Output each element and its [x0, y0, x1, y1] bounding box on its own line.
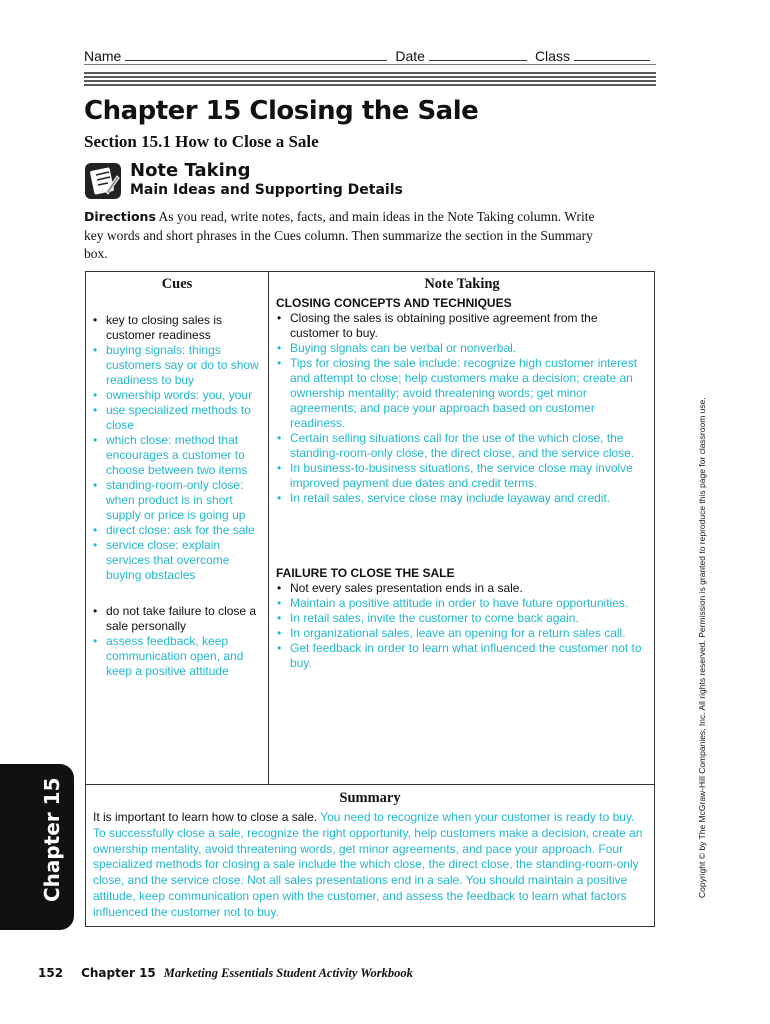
copyright-notice: Copyright © by The McGraw-Hill Companies, Inc. All rights reserved. Permission is granted to reproduce this page for classroom use.	[697, 397, 707, 898]
section-title: Section 15.1 How to Close a Sale	[84, 132, 319, 151]
note-taking-subtitle: Main Ideas and Supporting Details	[130, 182, 403, 198]
name-blank[interactable]	[125, 60, 387, 61]
chapter-tab-label: Chapter 15	[40, 777, 64, 902]
note-item: • Closing the sales is obtaining positive agreement from the customer to buy.	[276, 311, 648, 341]
date-blank[interactable]	[429, 60, 527, 61]
notes-column[interactable]	[276, 296, 648, 671]
note-item: • Not every sales presentation ends in a sale.	[276, 581, 648, 596]
cue-item: • service close: explain services that overcome buying obstacles	[92, 538, 266, 583]
student-header	[84, 44, 656, 64]
summary-text-answer: You need to recognize when your customer is ready to buy. To successfully close a sale, recognize the right opportunity, help customers make a decision, create an ownership mentality, avoid threatening words, get minor agreements, and pace your approach. Four specialized methods for closing a sale include the which close, the direct close, the standing-room-only close, and the service close. Not all sales presentations end in a sale. You should maintain a positive attitude, keep communication open with the customer, and assess the feedback to learn what factors influenced the customer not to buy.	[93, 810, 643, 919]
date-label: Date	[395, 48, 425, 64]
cues-header: Cues	[161, 276, 193, 292]
note-item: • Get feedback in order to learn what influenced the customer not to buy.	[276, 641, 648, 671]
notes-group-closing	[276, 311, 648, 506]
notes-heading-failure: FAILURE TO CLOSE THE SALE	[276, 566, 455, 580]
footer-chapter: Chapter 15	[81, 966, 156, 980]
header-stripe-band	[84, 72, 656, 88]
note-item: • Buying signals can be verbal or nonverbal.	[276, 341, 648, 356]
note-item: • Certain selling situations call for the use of the which close, the standing-room-only close, the direct close, and the service close.	[276, 431, 648, 461]
cue-item: • standing-room-only close: when product is in short supply or price is going up	[92, 478, 266, 523]
directions	[84, 208, 604, 264]
cue-item: • ownership words: you, your	[92, 388, 266, 403]
column-divider	[268, 272, 269, 784]
class-blank[interactable]	[574, 60, 650, 61]
note-item: • In business-to-business situations, the service close may involve improved payment due dates and credit terms.	[276, 461, 648, 491]
summary-header: Summary	[339, 790, 401, 806]
note-item: • Tips for closing the sale include: recognize high customer interest and attempt to close; help customers make a decision; create an ownership mentality; avoid threatening words; get minor agreements; and pace your approach based on customer readiness.	[276, 356, 648, 431]
page-footer	[38, 966, 413, 981]
note-item: • In organizational sales, leave an opening for a return sales call.	[276, 626, 648, 641]
header-rule	[84, 64, 656, 65]
summary-text-printed: It is important to learn how to close a sale.	[93, 810, 318, 824]
notebook-pen-icon	[84, 162, 122, 200]
cue-item: • assess feedback, keep communication open, and keep a positive attitude	[92, 634, 266, 679]
note-taking-title: Note Taking	[130, 160, 251, 181]
chapter-title: Chapter 15 Closing the Sale	[84, 96, 479, 126]
cue-item: • use specialized methods to close	[92, 403, 266, 433]
cue-item: • buying signals: things customers say or do to show readiness to buy	[92, 343, 266, 388]
cue-item: • direct close: ask for the sale	[92, 523, 266, 538]
directions-text: As you read, write notes, facts, and main ideas in the Note Taking column. Write key words and short phrases in the Cues column. Then summarize the section in the Summary box.	[84, 209, 595, 261]
cues-group-failure	[92, 604, 266, 679]
footer-workbook-title: Marketing Essentials Student Activity Workbook	[163, 966, 413, 980]
cues-column[interactable]	[92, 313, 266, 679]
page-number: 152	[38, 966, 64, 980]
cues-group-closing	[92, 313, 266, 583]
note-item: • Maintain a positive attitude in order to have future opportunities.	[276, 596, 648, 611]
notes-group-failure	[276, 581, 648, 671]
note-item: • In retail sales, service close may include layaway and credit.	[276, 491, 648, 506]
summary-divider	[86, 784, 654, 785]
notes-header: Note Taking	[424, 276, 500, 292]
cue-item: • key to closing sales is customer readiness	[92, 313, 266, 343]
name-label: Name	[84, 48, 122, 64]
cue-item: • which close: method that encourages a customer to choose between two items	[92, 433, 266, 478]
summary-box[interactable]	[93, 810, 649, 921]
cue-item: • do not take failure to close a sale personally	[92, 604, 266, 634]
note-item: • In retail sales, invite the customer to come back again.	[276, 611, 648, 626]
notes-heading-closing: CLOSING CONCEPTS AND TECHNIQUES	[276, 296, 512, 310]
directions-label: Directions	[84, 209, 156, 224]
class-label: Class	[534, 48, 570, 64]
